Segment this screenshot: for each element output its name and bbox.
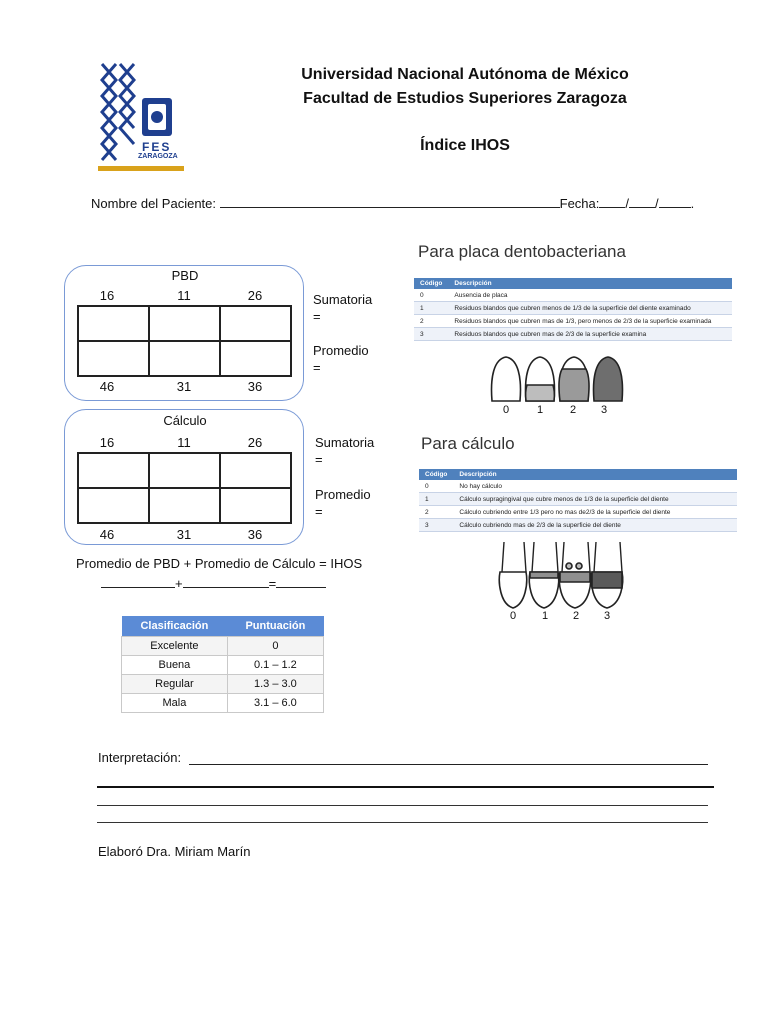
table-row [414,289,732,302]
description-header: Descripción [453,469,737,480]
calculo-tooth-46: 46 [99,527,115,542]
code-cell: 0 [414,289,448,302]
pbd-cell-11[interactable] [149,306,220,341]
date-label: Fecha: [559,196,600,211]
score-cell: 3.1 – 6.0 [227,694,323,713]
interpretation-line-3[interactable] [97,822,708,823]
university-title: Universidad Nacional Autónoma de México [301,66,629,83]
logo-text-fes: FES [142,140,172,154]
classification-cell: Excelente [122,637,228,656]
pbd-title: PBD [171,268,199,283]
table-row [414,328,732,341]
score-cell: 0 [227,637,323,656]
code-cell: 2 [414,315,448,328]
faculty-title: Facultad de Estudios Superiores Zaragoza [303,90,627,107]
calculus-teeth-icon [496,542,626,612]
table-row [122,656,324,675]
table-row [414,302,732,315]
pbd-cell-26[interactable] [220,306,291,341]
description-cell: Residuos blandos que cubren menos de 1/3 de la superficie del diente examinado [448,302,732,315]
patient-name-label: Nombre del Paciente: [91,196,217,211]
date-day-field[interactable] [599,194,625,208]
placa-tooth-label-3: 3 [601,404,608,416]
calculo-avg-label: Promedio [315,487,371,502]
pbd-avg-label: Promedio [313,343,369,358]
pbd-cell-16[interactable] [78,306,149,341]
ihos-formula: Promedio de PBD + Promedio de Cálculo = IHOS [76,556,363,571]
calculo-ref-title: Para cálculo [421,434,515,453]
pbd-sum-eq: = [313,309,321,324]
date-month-field[interactable] [629,194,655,208]
score-cell: 0.1 – 1.2 [227,656,323,675]
score-header: Puntuación [227,616,323,637]
code-cell: 0 [419,480,453,493]
calculo-tooth-26: 26 [247,435,263,450]
placa-teeth-illustration [488,353,628,419]
code-header: Código [414,278,448,289]
placa-ref-table [414,278,732,341]
placa-tooth-label-0: 0 [503,404,510,416]
date-year-field[interactable] [659,194,691,208]
pbd-sum-label: Sumatoria [313,292,373,307]
description-cell: Residuos blandos que cubren mas de 1/3, pero menos de 2/3 de la superficie examinada [448,315,732,328]
calculo-tooth-31: 31 [176,527,192,542]
table-row [419,480,737,493]
table-row [419,506,737,519]
pbd-tooth-16: 16 [99,288,115,303]
code-cell: 2 [419,506,453,519]
description-header: Descripción [448,278,732,289]
classification-cell: Buena [122,656,228,675]
description-cell: Ausencia de placa [448,289,732,302]
calculo-tooth-label-0: 0 [510,610,517,622]
form-title: Índice IHOS [420,137,510,154]
calculo-average-field[interactable] [183,574,269,588]
table-row [122,675,324,694]
table-row [414,315,732,328]
date-sep-1: / [625,196,630,211]
classification-table [121,616,324,713]
calculo-cell-46[interactable] [78,488,149,523]
author-credit: Elaboró Dra. Miriam Marín [98,844,251,859]
interpretation-label: Interpretación: [98,750,182,765]
calculo-avg-eq: = [315,504,323,519]
description-cell: Cálculo cubriendo mas de 2/3 de la superficie del diente [453,519,737,532]
patient-name-field[interactable] [220,194,560,208]
pbd-tooth-46: 46 [99,379,115,394]
pbd-cell-31[interactable] [149,341,220,376]
calculo-tooth-label-2: 2 [573,610,580,622]
table-row [122,694,324,713]
interpretation-line-1[interactable] [189,751,708,765]
pbd-cell-46[interactable] [78,341,149,376]
table-row [419,519,737,532]
calculo-tooth-36: 36 [247,527,263,542]
calculo-sum-label: Sumatoria [315,435,375,450]
code-cell: 3 [414,328,448,341]
code-cell: 1 [414,302,448,315]
formula-equals: = [268,576,277,591]
ihos-result-field[interactable] [276,574,326,588]
table-row [122,637,324,656]
calculo-cell-11[interactable] [149,453,220,488]
calculo-teeth-illustration [496,542,626,626]
calculo-cell-36[interactable] [220,488,291,523]
pbd-cell-36[interactable] [220,341,291,376]
pbd-tooth-11: 11 [177,288,191,303]
code-cell: 3 [419,519,453,532]
placa-ref-title: Para placa dentobacteriana [418,242,626,261]
date-sep-2: / [655,196,659,211]
calculo-cell-16[interactable] [78,453,149,488]
calculo-tooth-16: 16 [99,435,115,450]
calculo-score-grid [77,452,292,524]
date-end: . [690,196,695,211]
code-header: Código [419,469,453,480]
fes-zaragoza-logo [96,60,186,175]
calculo-tooth-label-3: 3 [604,610,611,622]
description-cell: Cálculo cubriendo entre 1/3 pero no mas de2/3 de la superficie del diente [453,506,737,519]
pbd-average-field[interactable] [101,574,175,588]
placa-tooth-label-1: 1 [537,404,544,416]
pbd-avg-eq: = [313,360,321,375]
description-cell: Cálculo supragingival que cubre menos de 1/3 de la superficie del diente [453,493,737,506]
pbd-tooth-26: 26 [247,288,263,303]
formula-plus: + [175,576,183,591]
score-cell: 1.3 – 3.0 [227,675,323,694]
pbd-tooth-31: 31 [176,379,192,394]
pbd-tooth-36: 36 [247,379,263,394]
logo-text-zaragoza: ZARAGOZA [138,153,178,160]
interpretation-divider [97,786,714,788]
classification-cell: Regular [122,675,228,694]
table-row [419,493,737,506]
ihos-formula-fields [101,574,326,591]
placa-tooth-label-2: 2 [570,404,577,416]
pbd-score-grid [77,305,292,377]
calculo-title: Cálculo [163,413,207,428]
calculo-cell-31[interactable] [149,488,220,523]
calculo-cell-26[interactable] [220,453,291,488]
description-cell: No hay cálculo [453,480,737,493]
classification-header: Clasificación [122,616,228,637]
calculo-ref-table [419,469,737,532]
classification-cell: Mala [122,694,228,713]
calculo-sum-eq: = [315,452,323,467]
code-cell: 1 [419,493,453,506]
calculo-tooth-11: 11 [177,435,191,450]
interpretation-line-2[interactable] [97,805,708,806]
description-cell: Residuos blandos que cubren mas de 2/3 de la superficie examina [448,328,732,341]
calculo-tooth-label-1: 1 [542,610,549,622]
patient-row [91,194,731,211]
plaque-teeth-icon [488,353,628,405]
